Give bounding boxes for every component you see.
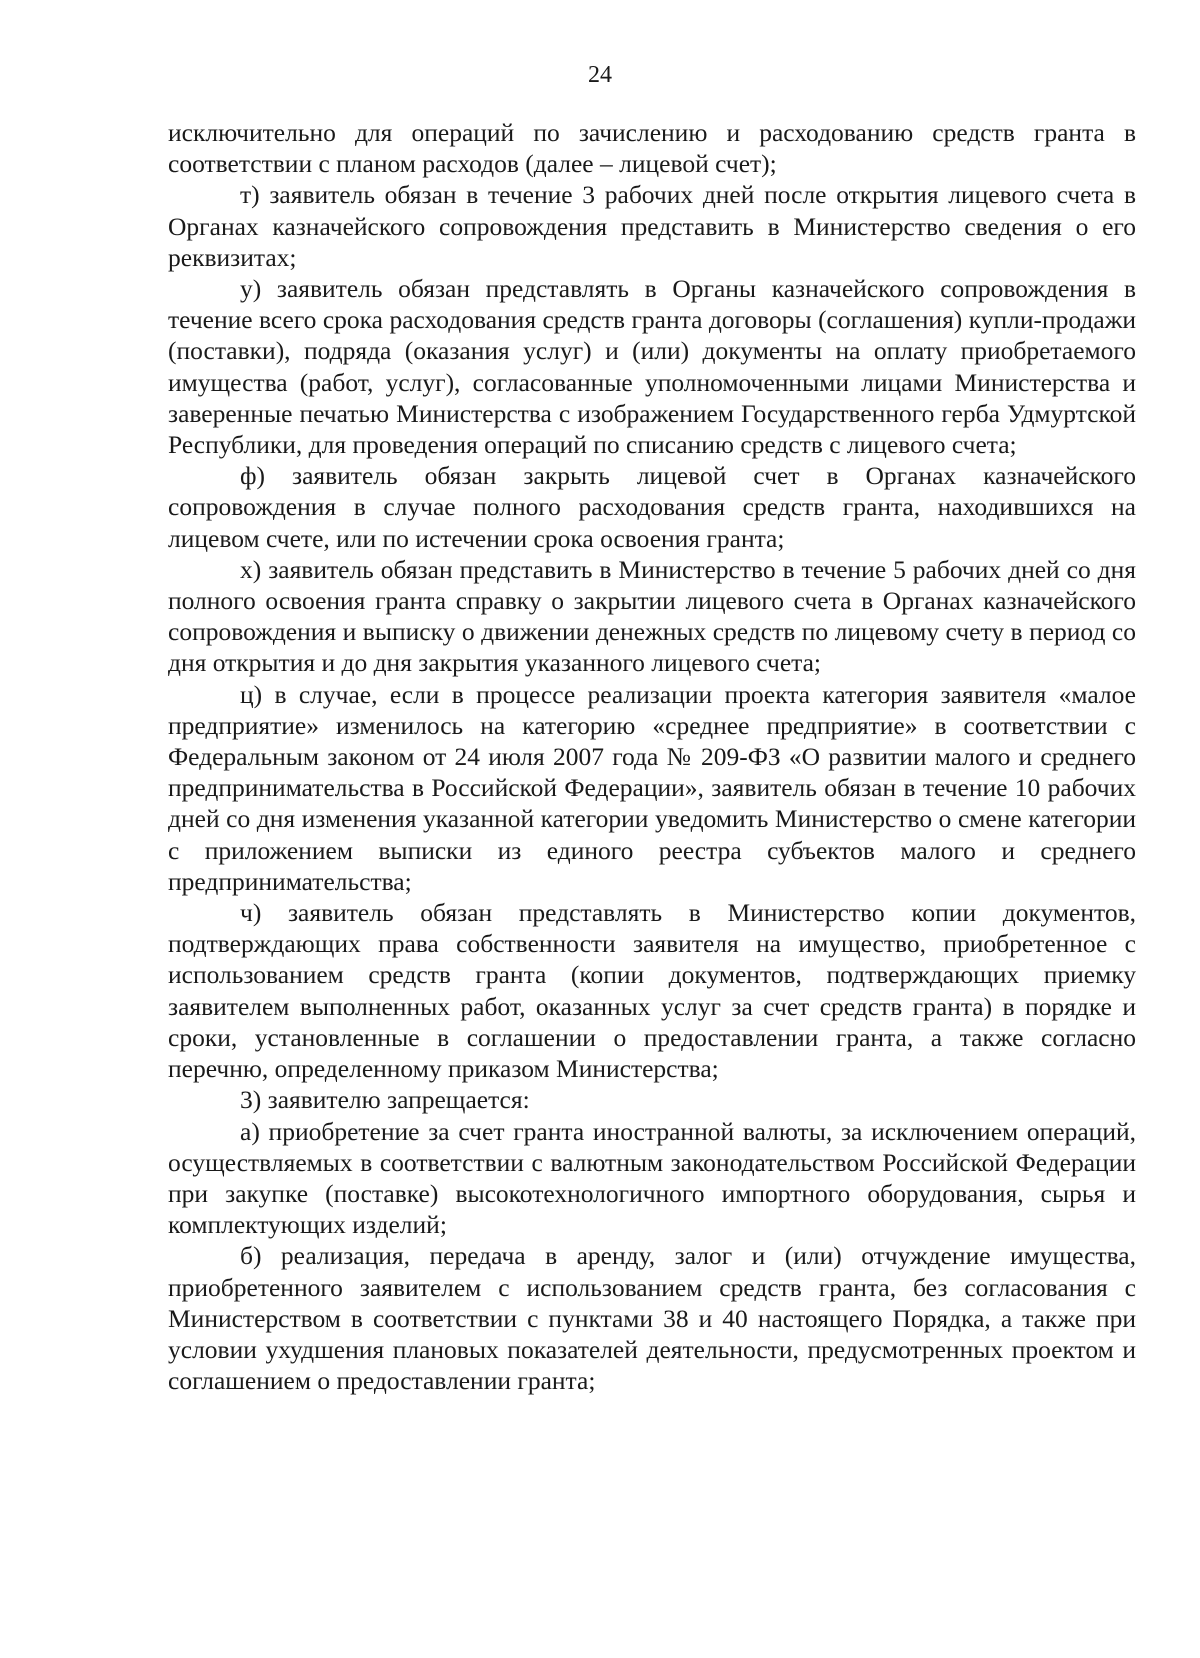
paragraph-item-t: т) заявитель обязан в течение 3 рабочих дней после открытия лицевого счета в Органах казначейского сопровождения представить в Министерство сведения о его реквизитах; bbox=[168, 180, 1136, 272]
paragraph-item-u: у) заявитель обязан представлять в Органы казначейского сопровождения в течение всего срока расходования средств гранта договоры (соглашения) купли-продажи (поставки), подряда (оказания услуг) и (или) документы на оплату приобретаемого имущества (работ, услуг), согласованные уполномоченными лицами Министерства и заверенные печатью Министерства с изображением Государственного герба Удмуртской Республики, для проведения операций по списанию средств с лицевого счета; bbox=[168, 274, 1136, 460]
paragraph-section-3: 3) заявителю запрещается: bbox=[240, 1085, 530, 1115]
paragraph-item-a: а) приобретение за счет гранта иностранной валюты, за исключением операций, осуществляемых в соответствии с валютным законодательством Российской Федерации при закупке (поставке) высокотехнологичного импортного оборудования, сырья и комплектующих изделий; bbox=[168, 1116, 1136, 1240]
document-body bbox=[168, 117, 1136, 1396]
paragraph-item-f: ф) заявитель обязан закрыть лицевой счет в Органах казначейского сопровождения в случае полного расходования средств гранта, находившихся на лицевом счете, или по истечении срока освоения гранта; bbox=[168, 461, 1136, 553]
page-number: 24 bbox=[588, 62, 612, 88]
paragraph-item-kh: х) заявитель обязан представить в Министерство в течение 5 рабочих дней со дня полного освоения гранта справку о закрытии лицевого счета в Органах казначейского сопровождения и выписку о движении денежных средств по лицевому счету в период со дня открытия и до дня закрытия указанного лицевого счета; bbox=[168, 554, 1136, 678]
paragraph-item-ch: ч) заявитель обязан представлять в Министерство копии документов, подтверждающих права собственности заявителя на имущество, приобретенное с использованием средств гранта (копии документов, подтверждающих приемку заявителем выполненных работ, оказанных услуг за счет средств гранта) в порядке и сроки, установленные в соглашении о предоставлении гранта, а также согласно перечню, определенному приказом Министерства; bbox=[168, 898, 1136, 1084]
paragraph-item-ts: ц) в случае, если в процессе реализации проекта категория заявителя «малое предприятие» изменилось на категорию «среднее предприятие» в соответствии с Федеральным законом от 24 июля 2007 года № 209-ФЗ «О развитии малого и среднего предпринимательства в Российской Федерации», заявитель обязан в течение 10 рабочих дней со дня изменения указанной категории уведомить Министерство о смене категории с приложением выписки из единого реестра субъектов малого и среднего предпринимательства; bbox=[168, 679, 1136, 896]
paragraph-item-b: б) реализация, передача в аренду, залог и (или) отчуждение имущества, приобретенного заявителем с использованием средств гранта, без согласования с Министерством в соответствии с пунктами 38 и 40 настоящего Порядка, а также при условии ухудшения плановых показателей деятельности, предусмотренных проектом и соглашением о предоставлении гранта; bbox=[168, 1241, 1136, 1396]
paragraph-continuation: исключительно для операций по зачислению и расходованию средств гранта в соответствии с планом расходов (далее – лицевой счет); bbox=[168, 118, 1136, 179]
